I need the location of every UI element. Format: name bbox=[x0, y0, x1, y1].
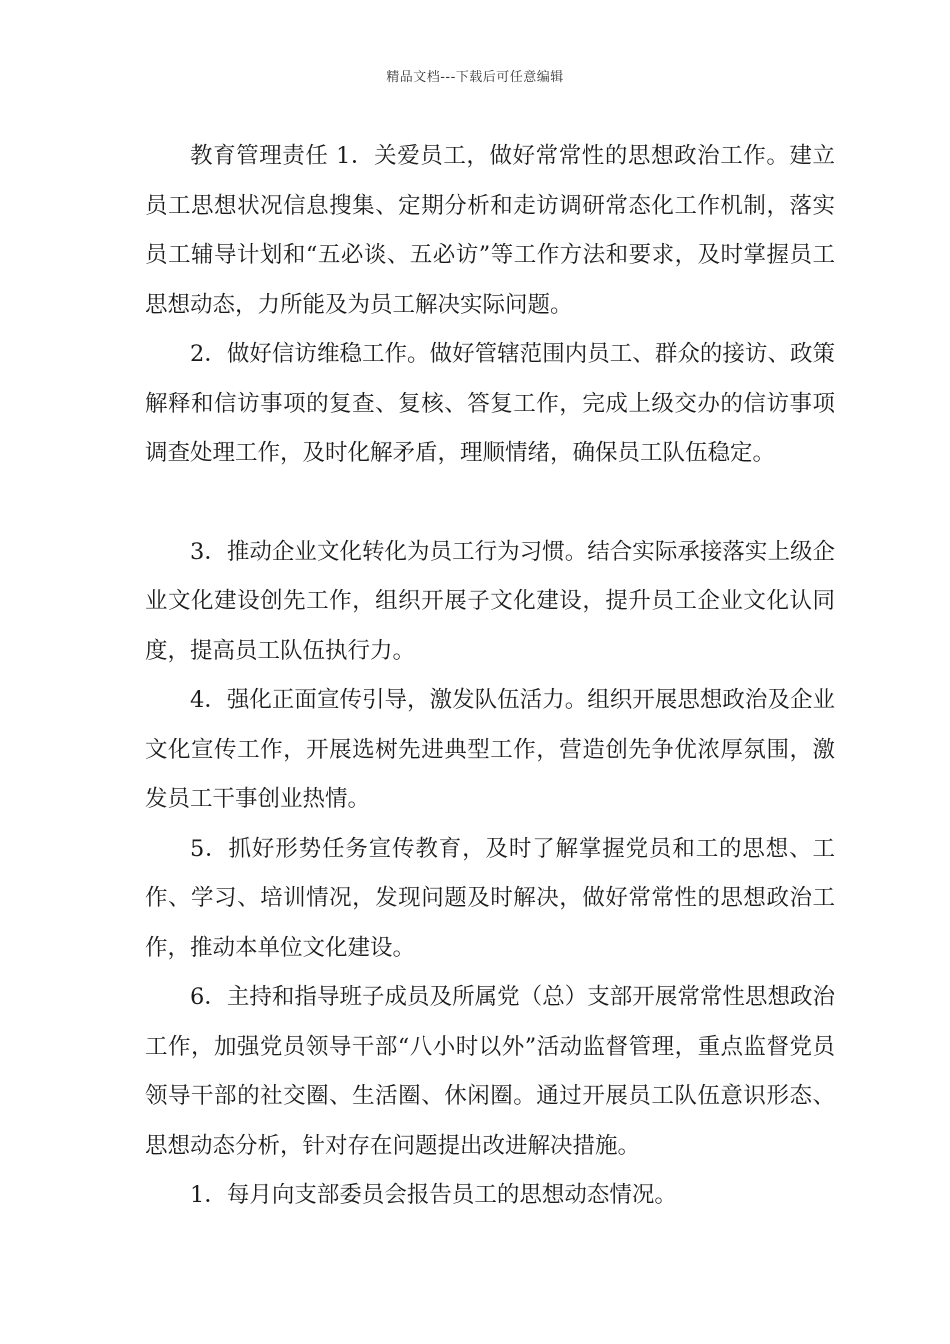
paragraph-positive-publicity: 4．强化正面宣传引导，激发队伍活力。组织开展思想政治及企业文化宣传工作，开展选树先进典型工作，营造创先争优浓厚氛围，激发员工干事创业热情。 bbox=[145, 687, 835, 812]
paragraph-situation-education: 5．抓好形势任务宣传教育，及时了解掌握党员和工的思想、工作、学习、培训情况，发现问题及时解决，做好常常性的思想政治工作，推动本单位文化建设。 bbox=[145, 835, 835, 961]
document-body bbox=[145, 132, 835, 1221]
paragraph-spacer bbox=[145, 479, 835, 528]
paragraph-guidance-supervision: 6．主持和指导班子成员及所属党（总）支部开展常常性思想政治工作，加强党员领导干部“八小时以外”活动监督管理，重点监督党员领导干部的社交圈、生活圈、休闲圈。通过开展员工队伍意识形态、思想动态分析，针对存在问题提出改进解决措施。 bbox=[145, 984, 835, 1159]
paragraph-corporate-culture: 3．推动企业文化转化为员工行为习惯。结合实际承接落实上级企业文化建设创先工作，组织开展子文化建设，提升员工企业文化认同度，提高员工队伍执行力。 bbox=[145, 538, 835, 664]
paragraph-petition-stability: 2．做好信访维稳工作。做好管辖范围内员工、群众的接访、政策解释和信访事项的复查、复核、答复工作，完成上级交办的信访事项调查处理工作，及时化解矛盾，理顺情绪，确保员工队伍稳定。 bbox=[145, 341, 835, 466]
paragraph-education-responsibility: 教育管理责任 1．关爱员工，做好常常性的思想政治工作。建立员工思想状况信息搜集、定期分析和走访调研常态化工作机制，落实员工辅导计划和“五必谈、五必访”等工作方法和要求，及时掌握员工思想动态，力所能及为员工解决实际问题。 bbox=[145, 143, 835, 318]
paragraph-monthly-report: 1．每月向支部委员会报告员工的思想动态情况。 bbox=[190, 1182, 677, 1208]
page-header: 精品文档---下载后可任意编辑 bbox=[386, 70, 564, 85]
